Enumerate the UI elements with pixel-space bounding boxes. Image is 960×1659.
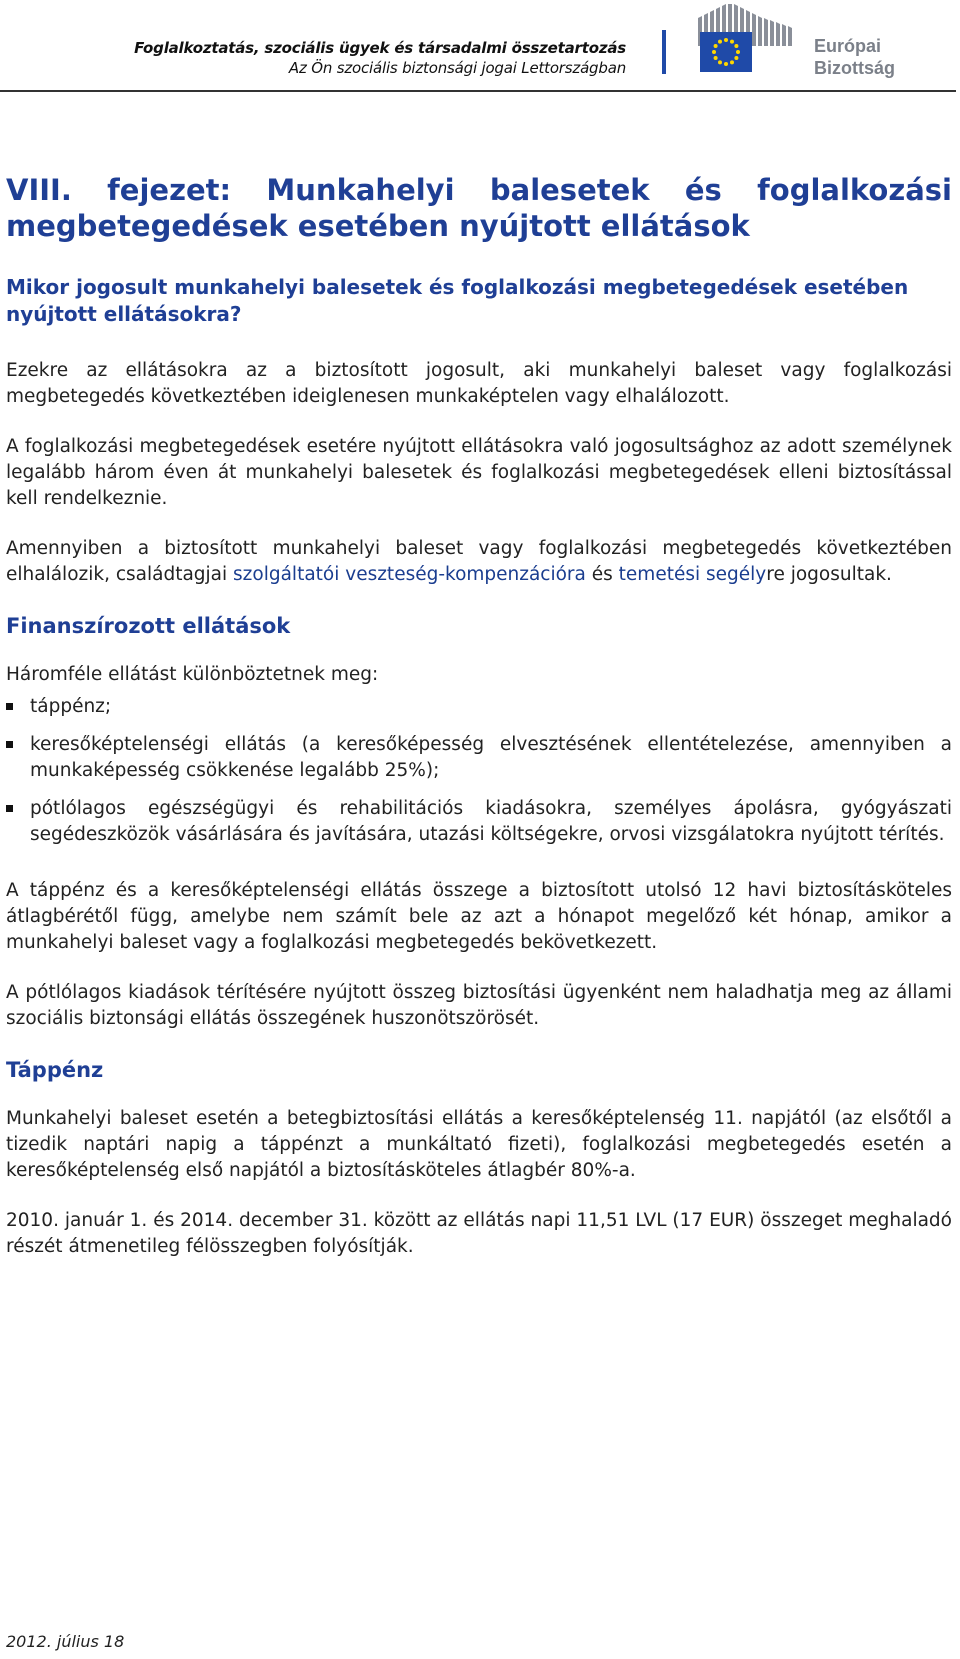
list-item: [6, 694, 952, 720]
european-commission-logo: [698, 4, 948, 84]
list-item-text: pótlólagos egészségügyi és rehabilitációs kiadásokra, személyes ápolásra, gyógyászati segédeszközök vásárlására és javítására, utazási költségekre, orvosi vizsgálatokra nyújtott térítés.: [30, 798, 952, 845]
list-item-text: keresőképtelenségi ellátás (a keresőképesség elvesztésének ellentételezése, amennyiben a munkaképesség csökkenése legalább 25%);: [30, 734, 952, 781]
header-text: [134, 38, 626, 78]
list-item: [6, 732, 952, 784]
page-footer-date: 2012. július 18: [6, 1632, 125, 1651]
list-item-text: táppénz;: [30, 696, 112, 717]
header-subtitle: Az Ön szociális biztonsági jogai Lettországban: [288, 59, 626, 77]
paragraph-temporary-reduction: 2010. január 1. és 2014. december 31. között az ellátás napi 11,51 LVL (17 EUR) összeget meghaladó részét átmenetileg félösszegben folyósítják.: [6, 1210, 952, 1257]
chapter-title: VIII. fejezet: Munkahelyi balesetek és foglalkozási megbetegedések esetében nyújtott ellátások: [6, 173, 952, 243]
paragraph-survivors: [6, 536, 952, 588]
list-intro: Háromféle ellátást különböztetnek meg:: [6, 664, 379, 685]
header-title: Foglalkoztatás, szociális ügyek és társadalmi összetartozás: [134, 39, 626, 57]
svg-text:Európai: Európai: [814, 36, 882, 56]
square-bullet-icon: [6, 741, 13, 748]
text-span: és: [585, 564, 619, 585]
section-heading-financed-benefits: Finanszírozott ellátások: [6, 614, 291, 638]
text-span: re jogosultak.: [766, 564, 892, 585]
square-bullet-icon: [6, 805, 13, 812]
paragraph-eligibility: Ezekre az ellátásokra az a biztosított jogosult, aki munkahelyi baleset vagy foglalkozási megbetegedés következtében ideiglenesen munkaképtelen vagy elhalálozott.: [6, 360, 952, 407]
paragraph-benefit-amount: A táppénz és a keresőképtelenségi ellátás összege a biztosított utolsó 12 havi biztosításköteles átlagbérétől függ, amelybe nem számít bele az azt a hónapot megelőző két hónap, amikor a munkahelyi baleset vagy a foglalkozási megbetegedés bekövetkezett.: [6, 880, 952, 953]
section-heading-sickness-benefit: Táppénz: [6, 1058, 104, 1082]
document-body: [6, 172, 952, 1284]
header-rule: [0, 90, 956, 92]
question-heading: Mikor jogosult munkahelyi balesetek és foglalkozási megbetegedések esetében nyújtott ellátásokra?: [6, 275, 909, 326]
text-span: Amennyiben a biztosított munkahelyi baleset vagy foglalkozási megbetegedés következtében elhalálozik, családtagjai: [6, 538, 952, 585]
paragraph-insurance-period: A foglalkozási megbetegedések esetére nyújtott ellátásokra való jogosultsághoz az adott személynek legalább három éven át munkahelyi balesetek és foglalkozási megbetegedések elleni biztosítással kell rendelkeznie.: [6, 436, 952, 509]
list-item: [6, 796, 952, 848]
funeral-grant-link[interactable]: temetési segély: [618, 564, 767, 585]
paragraph-sickness-benefit: Munkahelyi baleset esetén a betegbiztosítási ellátás a keresőképtelenség 11. napjától (az elsőtől a tizedik naptári napig a táppénzt a munkáltató fizeti), foglalkozási megbetegedés esetén a keresőképtelenség első napjától a biztosításköteles átlagbér 80%-a.: [6, 1108, 952, 1181]
page-header: [0, 0, 960, 92]
header-divider-bar: [662, 30, 666, 74]
square-bullet-icon: [6, 703, 13, 710]
benefit-list: [6, 694, 952, 848]
paragraph-additional-expenses: A pótlólagos kiadások térítésére nyújtott összeg biztosítási ügyenként nem haladhatja meg az állami szociális biztonsági ellátás összegének huszonötszörösét.: [6, 982, 952, 1029]
survivor-compensation-link[interactable]: szolgáltatói veszteség-kompenzációra: [233, 564, 586, 585]
svg-text:Bizottság: Bizottság: [814, 58, 895, 78]
